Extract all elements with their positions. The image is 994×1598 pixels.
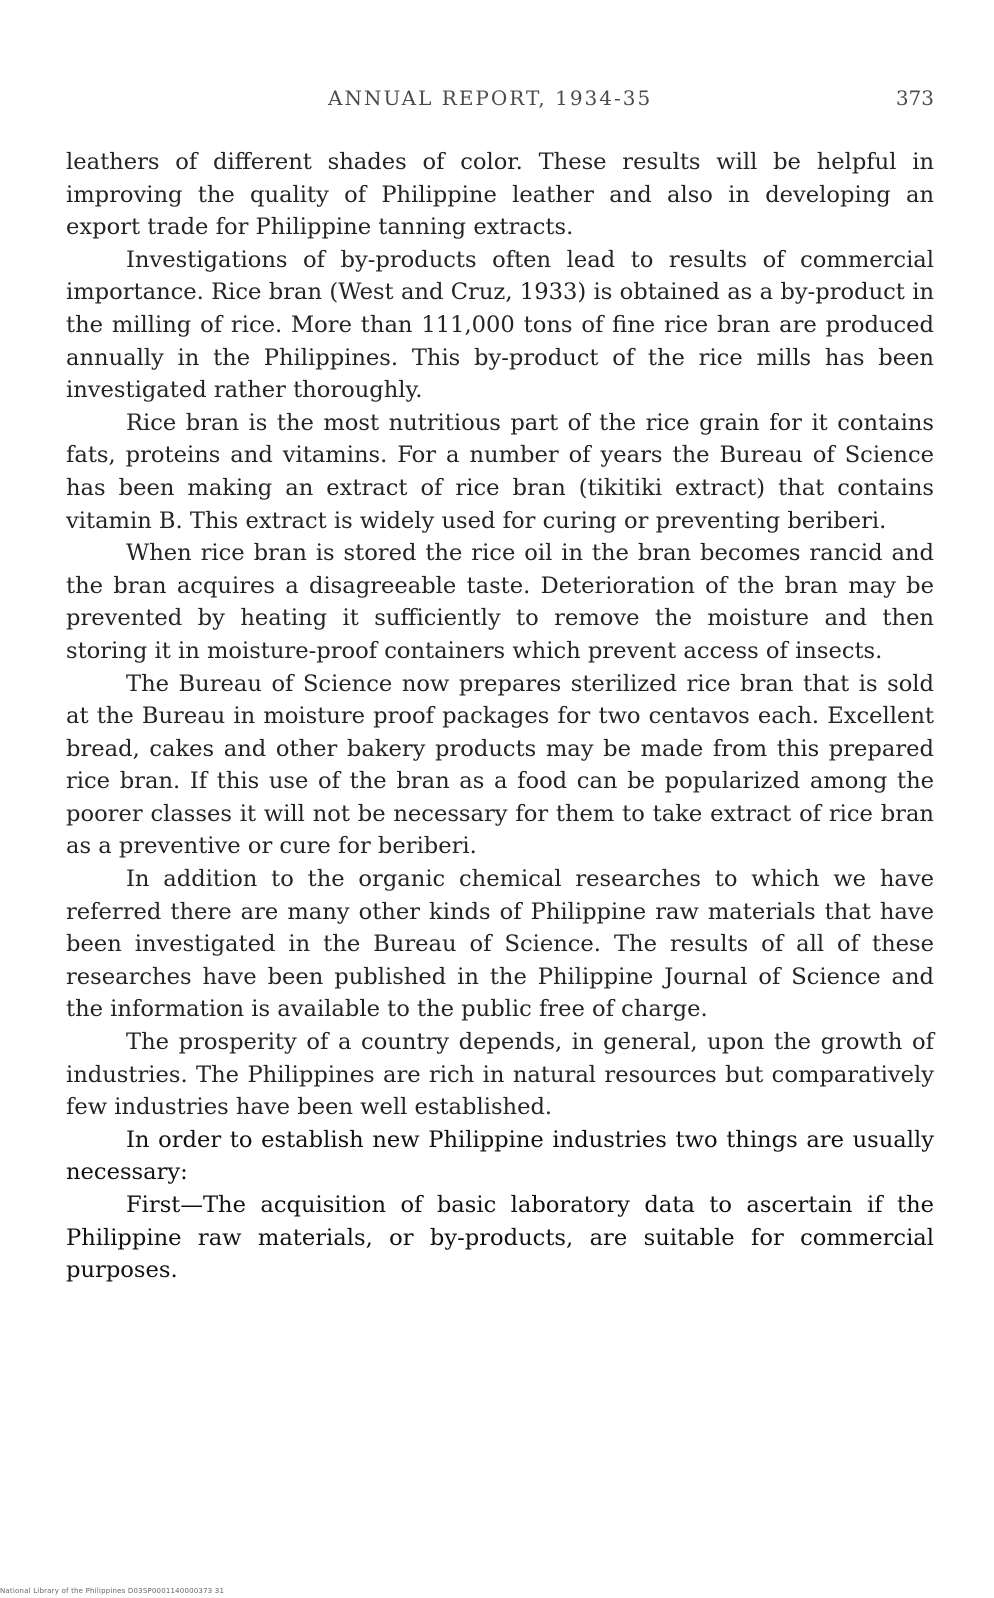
paragraph-sterilized-rice-bran: The Bureau of Science now prepares sterilized rice bran that is sold at the Bureau in moisture proof packages for two centavos each. Excellent bread, cakes and other bakery products may be made from this prepared rice bran. If this use of the bran as a food can be popularized among the poorer classes it will not be necessary for them to take extract of rice bran as a preventive or cure for beriberi.: [66, 670, 934, 860]
paragraph-rice-bran-storage: When rice bran is stored the rice oil in the bran becomes rancid and the bran acquires a disagreeable taste. Deterioration of the bran may be prevented by heating it sufficiently to remove the moisture and then storing it in moisture-proof containers which prevent access of insects.: [66, 540, 934, 664]
paragraph-leathers: leathers of different shades of color. These results will be helpful in improving the quality of Philippine leather and also in developing an export trade for Philippine tanning extracts.: [66, 149, 934, 241]
paragraph-prosperity: The prosperity of a country depends, in general, upon the growth of industries. The Philippines are rich in natural resources but comparatively few industries have been well established.: [66, 1029, 934, 1121]
paragraph-new-industries: In order to establish new Philippine industries two things are usually necessary:: [66, 1126, 934, 1186]
library-stamp: National Library of the Philippines D03SP0001140000373 31: [0, 1587, 225, 1595]
running-header: [66, 86, 934, 118]
running-title: ANNUAL REPORT, 1934-35: [328, 86, 653, 110]
paragraph-by-products: Investigations of by-products often lead to results of commercial importance. Rice bran (West and Cruz, 1933) is obtained as a by-product in the milling of rice. More than 111,000 tons of fine rice bran are produced annually in the Philippines. This by-product of the rice mills has been investigated rather thoroughly.: [66, 246, 934, 404]
paragraph-first-requirement: First—The acquisition of basic laboratory data to ascertain if the Philippine raw materials, or by-products, are suitable for commercial purposes.: [66, 1192, 934, 1284]
paragraph-rice-bran-nutrition: Rice bran is the most nutritious part of the rice grain for it contains fats, proteins and vitamins. For a number of years the Bureau of Science has been making an extract of rice bran (tikitiki extract) that contains vitamin B. This extract is widely used for curing or preventing beriberi.: [66, 409, 934, 534]
paragraph-other-researches: In addition to the organic chemical researches to which we have referred there are many other kinds of Philippine raw materials that have been investigated in the Bureau of Science. The results of all of these researches have been published in the Philippine Journal of Science and the information is available to the public free of charge.: [66, 866, 934, 1023]
body-text: [66, 146, 934, 1287]
page-number: 373: [895, 86, 934, 110]
